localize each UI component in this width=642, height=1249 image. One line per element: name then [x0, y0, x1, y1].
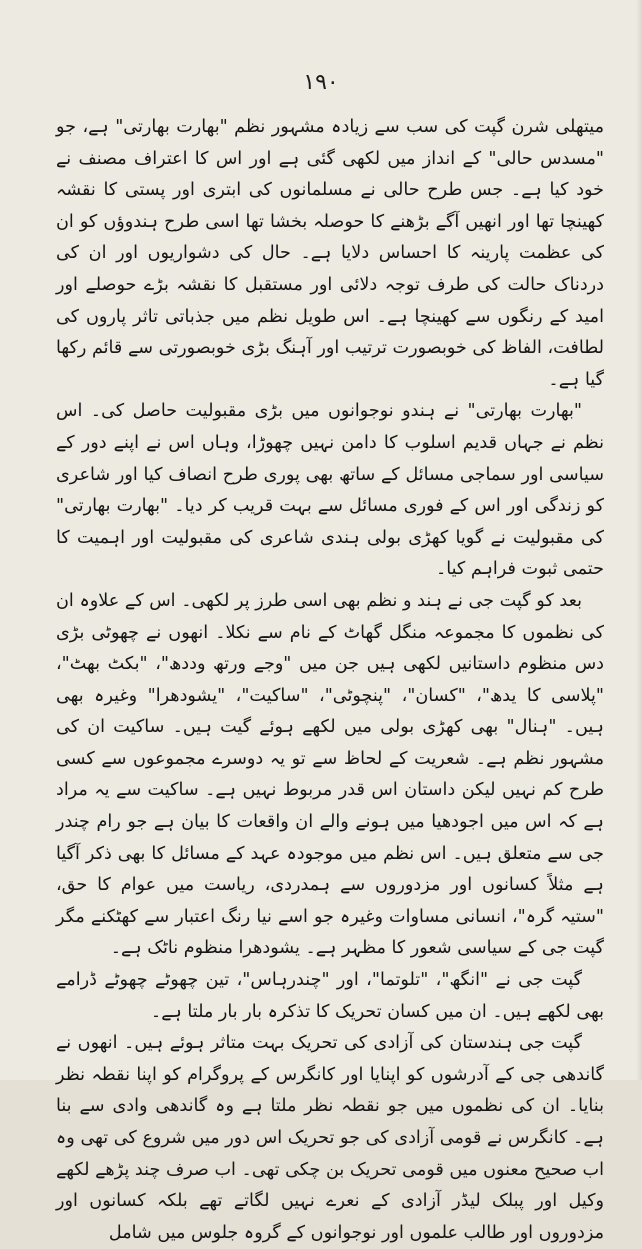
page-edge-shadow: [636, 0, 642, 1080]
paragraph-2: "بھارت بھارتی" نے ہندو نوجوانوں میں بڑی مقبولیت حاصل کی۔ اس نظم نے جہاں قدیم اسلوب کا دامن نہیں چھوڑا، وہاں اس نے اپنے دور کے سیاسی اور سماجی مسائل کے ساتھ بھی پوری طرح انصاف کیا اور شاعری کو زندگی اور اس کے فوری مسائل سے بہت قریب کر دیا۔ "بھارت بھارتی" کی مقبولیت نے گویا کھڑی بولی ہندی شاعری کی مقبولیت اور اہمیت کا حتمی ثبوت فراہم کیا۔: [56, 401, 604, 580]
paragraph-1: میتھلی شرن گپت کی سب سے زیادہ مشہور نظم "بھارت بھارتی" ہے، جو "مسدس حالی" کے انداز میں لکھی گئی ہے اور اس کا اعتراف مصنف نے خود کیا ہے۔ جس طرح حالی نے مسلمانوں کی ابتری اور پستی کا نقشہ کھینچا تھا اور انھیں آگے بڑھنے کا حوصلہ بخشا تھا اسی طرح ہندوؤں کو ان کی عظمت پارینہ کا احساس دلایا ہے۔ حال کی دشواریوں اور ان کی دردناک حالت کی طرف توجہ دلائی اور مستقبل کا نقشہ بڑے حوصلے اور امید کے رنگوں سے کھینچا ہے۔ اس طویل نظم میں جذباتی تاثر پاروں کی لطافت، الفاظ کی خوبصورت ترتیب اور آہنگ بڑی خوبصورتی سے قائم رکھا گیا ہے۔: [56, 117, 604, 390]
paragraph-4: گپت جی نے "انگھ"، "تلوتما"، اور "چندرہاس"، تین چھوٹے چھوٹے ڈرامے بھی لکھے ہیں۔ ان میں کسان تحریک کا تذکرہ بار بار ملتا ہے۔: [56, 970, 604, 1022]
page-body-text: [56, 112, 604, 1249]
paragraph-5: گپت جی ہندستان کی آزادی کی تحریک بہت متاثر ہوئے ہیں۔ انھوں نے گاندھی جی کے آدرشوں کو اپنایا اور کانگرس کے پروگرام کو اپنا نقطہ نظر بنایا۔ ان کی نظموں میں جو نقطہ نظر ملتا ہے وہ گاندھی وادی سے بنا ہے۔ کانگرس نے قومی آزادی کی جو تحریک اس دور میں شروع کی تھی وہ اب صحیح معنوں میں قومی تحریک بن چکی تھی۔ اب صرف چند پڑھے لکھے وکیل اور پبلک لیڈر آزادی کے نعرے نہیں لگاتے تھے بلکہ کسانوں اور مزدوروں اور طالب علموں اور نوجوانوں کے گروہ جلوس میں شامل: [56, 1033, 604, 1243]
page-number: ۱۹۰: [303, 70, 339, 95]
paragraph-3: بعد کو گپت جی نے ہند و نظم بھی اسی طرز پر لکھی۔ اس کے علاوہ ان کی نظموں کا مجموعہ منگل گھاٹ کے نام سے نکلا۔ انھوں نے چھوٹی بڑی دس منظوم داستانیں لکھی ہیں جن میں "وجے ورتھ وددھ"، "بکٹ بھٹ"، "پلاسی کا یدھ"، "کسان"، "پنچوٹی"، "ساکیت"، "یشودھرا" وغیرہ بھی ہیں۔ "ہنال" بھی کھڑی بولی میں لکھے ہوئے گیت ہیں۔ ساکیت ان کی مشہور نظم ہے۔ شعریت کے لحاظ سے تو یہ دوسرے مجموعوں سے کسی طرح کم نہیں لیکن داستان اس قدر مربوط نہیں ہے۔ ساکیت سے یہ مراد ہے کہ اس میں اجودھیا میں ہونے والے ان واقعات کا بیان ہے جو رام چندر جی سے متعلق ہیں۔ اس نظم میں موجودہ عہد کے مسائل کا بھی ذکر آگیا ہے مثلاً کسانوں اور مزدوروں سے ہمدردی، ریاست میں عوام کا حق، "ستیہ گرہ"، انسانی مساوات وغیرہ جو اسے نیا رنگ اعتبار سے کھٹکنے مگر گپت جی کے سیاسی شعور کا مظہر ہے۔ یشودھرا منظوم ناٹک ہے۔: [56, 590, 604, 959]
